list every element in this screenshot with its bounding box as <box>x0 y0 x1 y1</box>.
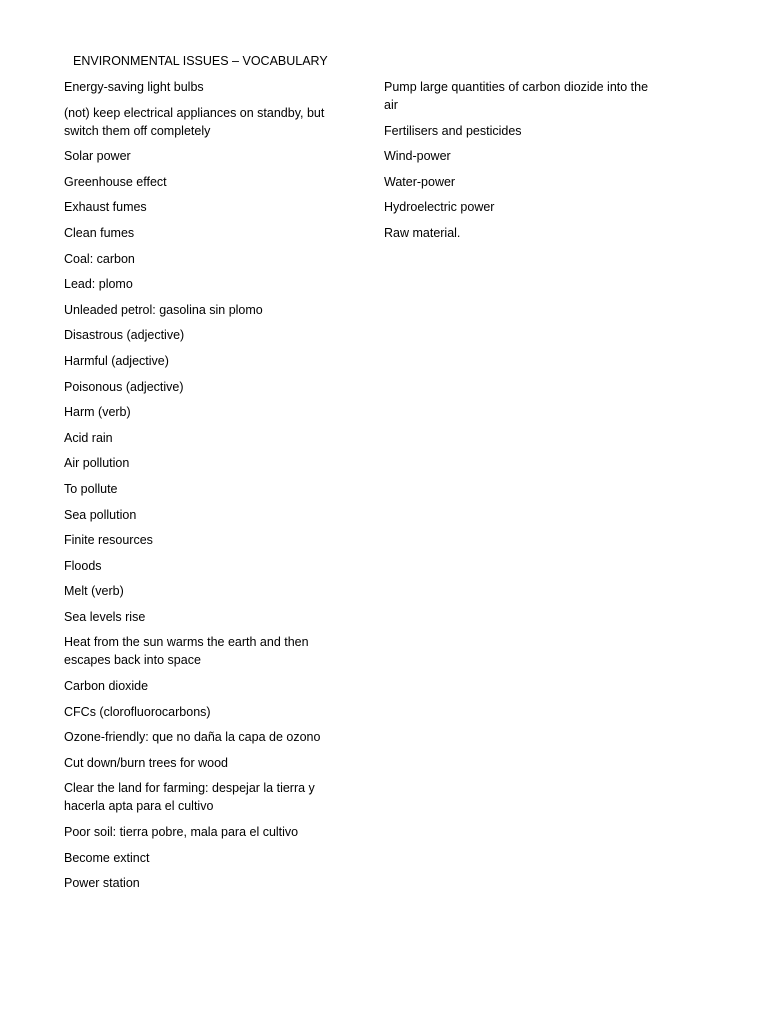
vocabulary-item: Fertilisers and pesticides <box>384 123 522 138</box>
vocabulary-item: Acid rain <box>64 430 113 445</box>
vocabulary-item: Disastrous (adjective) <box>64 328 185 343</box>
vocabulary-item: Poisonous (adjective) <box>64 379 184 394</box>
vocabulary-item: Clean fumes <box>64 225 135 240</box>
vocabulary-item: Air pollution <box>64 456 130 471</box>
vocabulary-item: Carbon dioxide <box>64 679 149 694</box>
vocabulary-item: Ozone-friendly: que no daña la capa de ozono <box>64 730 321 745</box>
vocabulary-item: Cut down/burn trees for wood <box>64 755 228 770</box>
vocabulary-item: Exhaust fumes <box>64 200 147 215</box>
vocabulary-item: Floods <box>64 558 102 573</box>
vocabulary-item: Clear the land for farming: despejar la tierra y hacerla apta para el cultivo <box>64 781 315 814</box>
vocabulary-item: (not) keep electrical appliances on standby, but switch them off completely <box>64 105 325 138</box>
vocabulary-item: Coal: carbon <box>64 251 135 266</box>
vocabulary-item: Raw material. <box>384 225 461 240</box>
vocabulary-item: Energy-saving light bulbs <box>64 80 204 94</box>
vocabulary-item: Solar power <box>64 149 131 164</box>
vocabulary-item: Heat from the sun warms the earth and then escapes back into space <box>64 635 309 668</box>
vocabulary-item: CFCs (clorofluorocarbons) <box>64 704 211 719</box>
vocabulary-item: Power station <box>64 876 140 891</box>
vocabulary-item: Finite resources <box>64 533 153 548</box>
vocabulary-item: Pump large quantities of carbon diozide into the air <box>384 80 649 112</box>
vocabulary-item: Greenhouse effect <box>64 174 167 189</box>
vocabulary-item: Become extinct <box>64 850 150 865</box>
vocabulary-item: Sea levels rise <box>64 609 146 624</box>
vocabulary-item: Unleaded petrol: gasolina sin plomo <box>64 302 263 317</box>
vocabulary-item: Poor soil: tierra pobre, mala para el cultivo <box>64 825 299 840</box>
vocabulary-left-column <box>64 78 354 900</box>
vocabulary-item: Sea pollution <box>64 507 137 522</box>
vocabulary-item: Lead: plomo <box>64 277 133 292</box>
vocabulary-item: Water-power <box>384 174 456 189</box>
vocabulary-item: Harm (verb) <box>64 405 131 420</box>
vocabulary-item: Harmful (adjective) <box>64 353 169 368</box>
vocabulary-item: Hydroelectric power <box>384 200 495 215</box>
document-title: ENVIRONMENTAL ISSUES – VOCABULARY <box>73 54 328 68</box>
vocabulary-right-column <box>384 78 654 250</box>
vocabulary-item: Wind-power <box>384 149 451 164</box>
vocabulary-item: Melt (verb) <box>64 584 124 599</box>
vocabulary-item: To pollute <box>64 481 118 496</box>
